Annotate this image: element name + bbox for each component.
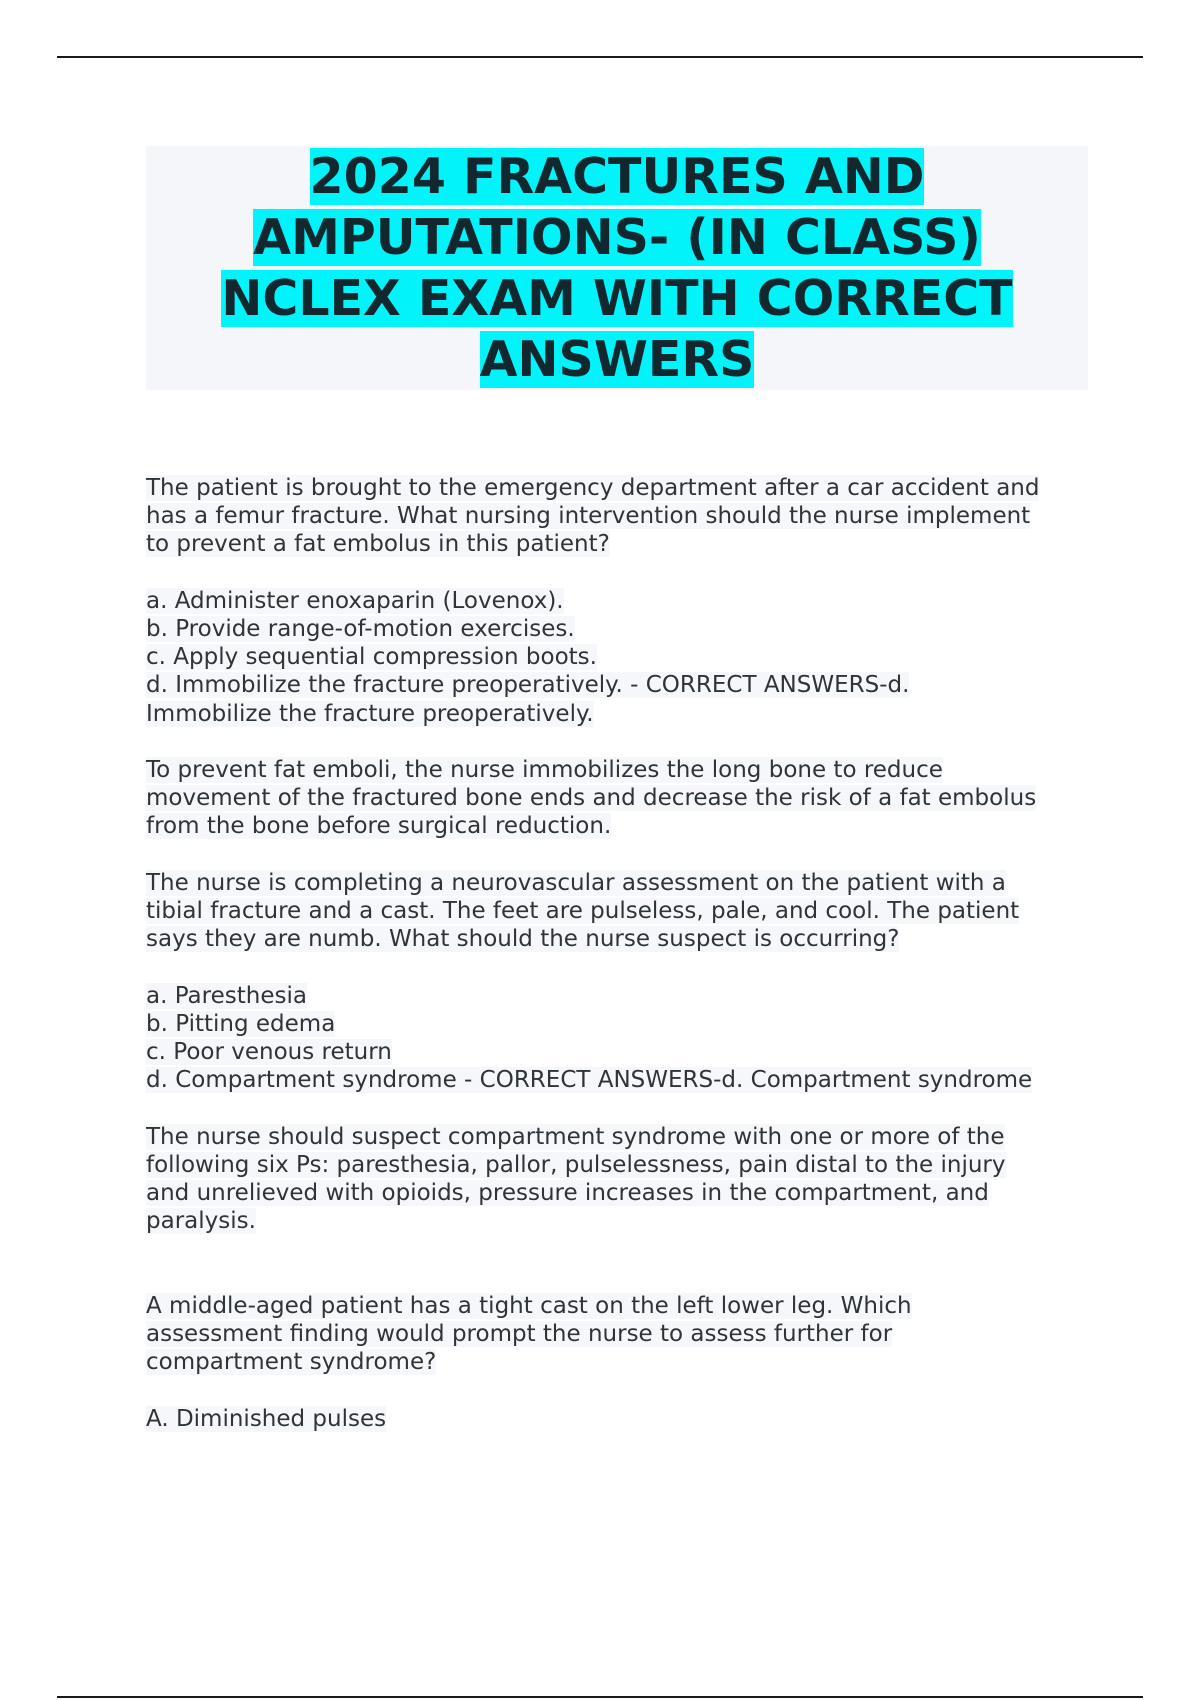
answer-option: c. Apply sequential compression boots.	[146, 644, 597, 671]
rationale-line: from the bone before surgical reduction.	[146, 813, 612, 840]
answer-option: A. Diminished pulses	[146, 1405, 387, 1432]
question-3	[146, 1292, 1096, 1377]
question-text-line: The patient is brought to the emergency department after a car accident and	[146, 475, 1040, 501]
rationale-line: paralysis.	[146, 1208, 256, 1235]
question-text-line: tibial fracture and a cast. The feet are pulseless, pale, and cool. The patient	[146, 898, 1020, 924]
answer-option: b. Provide range-of-motion exercises.	[146, 616, 575, 642]
question-text-line: The nurse is completing a neurovascular assessment on the patient with a	[146, 869, 1006, 896]
rationale-2	[146, 1123, 1096, 1236]
answer-option: a. Paresthesia	[146, 982, 307, 1009]
rationale-line: and unrelieved with opioids, pressure increases in the compartment, and	[146, 1180, 989, 1206]
question-text-line: to prevent a fat embolus in this patient?	[146, 531, 610, 558]
rationale-line: The nurse should suspect compartment syndrome with one or more of the	[146, 1123, 1005, 1150]
rationale-line: To prevent fat emboli, the nurse immobilizes the long bone to reduce	[146, 757, 943, 783]
rationale-line: following six Ps: paresthesia, pallor, pulselessness, pain distal to the injury	[146, 1151, 1006, 1178]
answer-option: d. Immobilize the fracture preoperatively. - CORRECT ANSWERS-d.	[146, 672, 910, 699]
title-line: 2024 FRACTURES AND	[309, 148, 925, 205]
question-1	[146, 474, 1096, 559]
document-title	[221, 146, 1012, 390]
title-banner	[146, 146, 1088, 390]
answer-option: c. Poor venous return	[146, 1039, 392, 1065]
question-text-line: says they are numb. What should the nurse suspect is occurring?	[146, 926, 900, 953]
answer-option: d. Compartment syndrome - CORRECT ANSWERS-d. Compartment syndrome	[146, 1067, 1033, 1094]
title-line: AMPUTATIONS- (IN CLASS)	[253, 209, 981, 266]
question-text-line: has a femur fracture. What nursing intervention should the nurse implement	[146, 503, 1031, 530]
top-rule	[57, 56, 1143, 58]
question-text-line: assessment finding would prompt the nurse to assess further for	[146, 1321, 893, 1347]
answer-option: b. Pitting edema	[146, 1010, 336, 1037]
document-body	[146, 474, 1096, 1433]
title-line: ANSWERS	[479, 331, 755, 388]
question-text-line: A middle-aged patient has a tight cast on the left lower leg. Which	[146, 1292, 912, 1319]
answer-options-1	[146, 587, 1096, 728]
answer-option: a. Administer enoxaparin (Lovenox).	[146, 587, 564, 614]
title-line: NCLEX EXAM WITH CORRECT	[221, 270, 1013, 327]
answer-options-2	[146, 982, 1096, 1095]
answer-options-3	[146, 1405, 1096, 1433]
question-text-line: compartment syndrome?	[146, 1349, 437, 1376]
answer-option: Immobilize the fracture preoperatively.	[146, 700, 594, 727]
question-2	[146, 869, 1096, 954]
rationale-line: movement of the fractured bone ends and decrease the risk of a fat embolus	[146, 785, 1037, 812]
bottom-rule	[57, 1696, 1143, 1698]
rationale-1	[146, 756, 1096, 841]
